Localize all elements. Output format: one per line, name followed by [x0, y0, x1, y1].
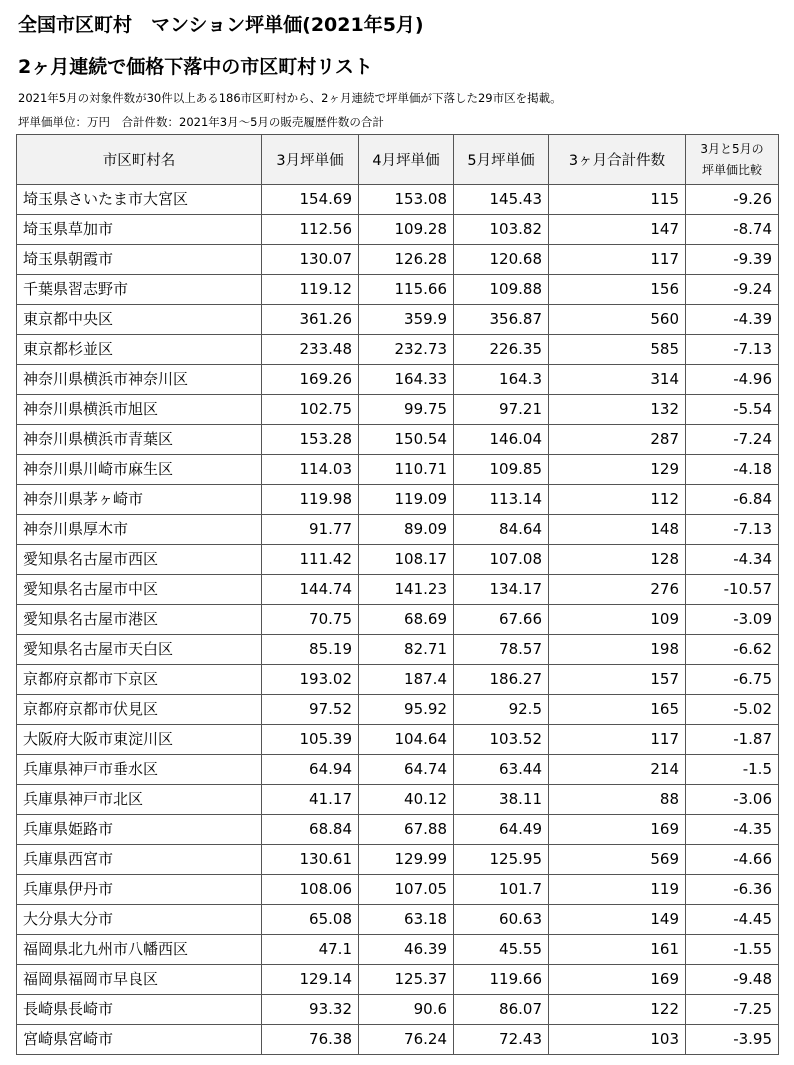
cell-march-price: 47.1: [262, 935, 359, 965]
cell-march-price: 154.69: [262, 185, 359, 215]
table-row: [17, 935, 779, 965]
cell-may-price: 164.3: [454, 365, 549, 395]
cell-name: 神奈川県川崎市麻生区: [17, 455, 262, 485]
cell-may-price: 72.43: [454, 1025, 549, 1055]
cell-april-price: 76.24: [359, 1025, 454, 1055]
cell-march-price: 119.12: [262, 275, 359, 305]
cell-price-diff: -6.84: [686, 485, 779, 515]
cell-total-count: 169: [549, 815, 686, 845]
cell-name: 神奈川県厚木市: [17, 515, 262, 545]
cell-name: 愛知県名古屋市中区: [17, 575, 262, 605]
table-row: [17, 395, 779, 425]
column-header-count: 3ヶ月合計件数: [549, 135, 686, 185]
column-header-diff-line2: 坪単価比較: [701, 162, 762, 177]
cell-total-count: 132: [549, 395, 686, 425]
column-header-diff-line1: 3月と5月の: [700, 141, 764, 156]
page-title: 全国市区町村 マンション坪単価(2021年5月): [18, 14, 424, 36]
cell-april-price: 110.71: [359, 455, 454, 485]
cell-march-price: 361.26: [262, 305, 359, 335]
cell-total-count: 276: [549, 575, 686, 605]
cell-april-price: 82.71: [359, 635, 454, 665]
cell-total-count: 585: [549, 335, 686, 365]
cell-march-price: 114.03: [262, 455, 359, 485]
cell-price-diff: -9.39: [686, 245, 779, 275]
cell-price-diff: -7.24: [686, 425, 779, 455]
cell-april-price: 63.18: [359, 905, 454, 935]
table-row: [17, 305, 779, 335]
cell-name: 神奈川県横浜市青葉区: [17, 425, 262, 455]
cell-price-diff: -3.95: [686, 1025, 779, 1055]
cell-name: 長崎県長崎市: [17, 995, 262, 1025]
cell-april-price: 115.66: [359, 275, 454, 305]
cell-name: 京都府京都市下京区: [17, 665, 262, 695]
column-header-may: 5月坪単価: [454, 135, 549, 185]
cell-total-count: 88: [549, 785, 686, 815]
table-row: [17, 785, 779, 815]
cell-may-price: 101.7: [454, 875, 549, 905]
cell-total-count: 147: [549, 215, 686, 245]
cell-price-diff: -1.5: [686, 755, 779, 785]
cell-may-price: 78.57: [454, 635, 549, 665]
cell-name: 宮崎県宮崎市: [17, 1025, 262, 1055]
cell-price-diff: -7.25: [686, 995, 779, 1025]
table-row: [17, 1025, 779, 1055]
cell-march-price: 129.14: [262, 965, 359, 995]
cell-name: 埼玉県さいたま市大宮区: [17, 185, 262, 215]
cell-price-diff: -4.34: [686, 545, 779, 575]
cell-price-diff: -7.13: [686, 515, 779, 545]
cell-total-count: 156: [549, 275, 686, 305]
cell-total-count: 148: [549, 515, 686, 545]
cell-price-diff: -5.02: [686, 695, 779, 725]
table-row: [17, 755, 779, 785]
cell-name: 神奈川県横浜市神奈川区: [17, 365, 262, 395]
table-row: [17, 515, 779, 545]
cell-may-price: 67.66: [454, 605, 549, 635]
table-row: [17, 875, 779, 905]
cell-may-price: 45.55: [454, 935, 549, 965]
units-note: 坪単価単位：万円 合計件数：2021年3月～5月の販売履歴件数の合計: [18, 115, 384, 129]
cell-april-price: 46.39: [359, 935, 454, 965]
table-row: [17, 335, 779, 365]
cell-march-price: 97.52: [262, 695, 359, 725]
cell-total-count: 103: [549, 1025, 686, 1055]
table-row: [17, 995, 779, 1025]
cell-march-price: 102.75: [262, 395, 359, 425]
cell-april-price: 89.09: [359, 515, 454, 545]
cell-april-price: 40.12: [359, 785, 454, 815]
cell-may-price: 119.66: [454, 965, 549, 995]
price-table: [16, 134, 779, 1055]
cell-may-price: 84.64: [454, 515, 549, 545]
cell-price-diff: -1.87: [686, 725, 779, 755]
cell-name: 兵庫県伊丹市: [17, 875, 262, 905]
cell-name: 福岡県北九州市八幡西区: [17, 935, 262, 965]
cell-name: 京都府京都市伏見区: [17, 695, 262, 725]
table-row: [17, 605, 779, 635]
cell-march-price: 233.48: [262, 335, 359, 365]
cell-total-count: 287: [549, 425, 686, 455]
cell-name: 埼玉県朝霞市: [17, 245, 262, 275]
cell-april-price: 104.64: [359, 725, 454, 755]
cell-march-price: 112.56: [262, 215, 359, 245]
cell-april-price: 129.99: [359, 845, 454, 875]
cell-price-diff: -5.54: [686, 395, 779, 425]
table-row: [17, 365, 779, 395]
table-row: [17, 215, 779, 245]
cell-march-price: 93.32: [262, 995, 359, 1025]
cell-march-price: 169.26: [262, 365, 359, 395]
cell-april-price: 187.4: [359, 665, 454, 695]
column-header-march: 3月坪単価: [262, 135, 359, 185]
column-header-april: 4月坪単価: [359, 135, 454, 185]
cell-price-diff: -8.74: [686, 215, 779, 245]
cell-march-price: 91.77: [262, 515, 359, 545]
table-row: [17, 185, 779, 215]
table-row: [17, 965, 779, 995]
cell-price-diff: -9.48: [686, 965, 779, 995]
cell-may-price: 103.52: [454, 725, 549, 755]
cell-total-count: 117: [549, 245, 686, 275]
cell-price-diff: -1.55: [686, 935, 779, 965]
cell-name: 愛知県名古屋市西区: [17, 545, 262, 575]
cell-march-price: 105.39: [262, 725, 359, 755]
cell-price-diff: -6.75: [686, 665, 779, 695]
cell-may-price: 64.49: [454, 815, 549, 845]
cell-price-diff: -7.13: [686, 335, 779, 365]
cell-april-price: 95.92: [359, 695, 454, 725]
cell-total-count: 115: [549, 185, 686, 215]
cell-march-price: 108.06: [262, 875, 359, 905]
cell-april-price: 150.54: [359, 425, 454, 455]
cell-may-price: 86.07: [454, 995, 549, 1025]
cell-april-price: 64.74: [359, 755, 454, 785]
cell-name: 埼玉県草加市: [17, 215, 262, 245]
cell-march-price: 111.42: [262, 545, 359, 575]
cell-price-diff: -3.06: [686, 785, 779, 815]
table-row: [17, 905, 779, 935]
cell-name: 大阪府大阪市東淀川区: [17, 725, 262, 755]
table-row: [17, 725, 779, 755]
cell-total-count: 569: [549, 845, 686, 875]
table-row: [17, 245, 779, 275]
cell-total-count: 214: [549, 755, 686, 785]
cell-price-diff: -9.24: [686, 275, 779, 305]
description-text: 2021年5月の対象件数が30件以上ある186市区町村から、2ヶ月連続で坪単価が下落した29市区を掲載。: [18, 91, 562, 105]
cell-april-price: 67.88: [359, 815, 454, 845]
cell-price-diff: -4.66: [686, 845, 779, 875]
column-header-diff: [686, 135, 779, 185]
cell-price-diff: -9.26: [686, 185, 779, 215]
table-body: [17, 185, 779, 1055]
cell-may-price: 109.88: [454, 275, 549, 305]
cell-name: 愛知県名古屋市天白区: [17, 635, 262, 665]
cell-may-price: 97.21: [454, 395, 549, 425]
table-row: [17, 815, 779, 845]
cell-total-count: 165: [549, 695, 686, 725]
cell-march-price: 153.28: [262, 425, 359, 455]
cell-march-price: 41.17: [262, 785, 359, 815]
cell-april-price: 119.09: [359, 485, 454, 515]
cell-may-price: 60.63: [454, 905, 549, 935]
cell-name: 大分県大分市: [17, 905, 262, 935]
cell-may-price: 226.35: [454, 335, 549, 365]
cell-total-count: 128: [549, 545, 686, 575]
cell-name: 福岡県福岡市早良区: [17, 965, 262, 995]
cell-may-price: 356.87: [454, 305, 549, 335]
cell-name: 兵庫県神戸市北区: [17, 785, 262, 815]
cell-april-price: 109.28: [359, 215, 454, 245]
cell-may-price: 186.27: [454, 665, 549, 695]
table-row: [17, 845, 779, 875]
cell-total-count: 149: [549, 905, 686, 935]
cell-total-count: 314: [549, 365, 686, 395]
cell-may-price: 109.85: [454, 455, 549, 485]
table-row: [17, 575, 779, 605]
cell-march-price: 144.74: [262, 575, 359, 605]
column-header-name: 市区町村名: [17, 135, 262, 185]
cell-total-count: 157: [549, 665, 686, 695]
cell-price-diff: -4.39: [686, 305, 779, 335]
cell-total-count: 122: [549, 995, 686, 1025]
cell-april-price: 90.6: [359, 995, 454, 1025]
cell-price-diff: -6.62: [686, 635, 779, 665]
cell-april-price: 99.75: [359, 395, 454, 425]
cell-total-count: 129: [549, 455, 686, 485]
cell-march-price: 65.08: [262, 905, 359, 935]
cell-april-price: 164.33: [359, 365, 454, 395]
cell-march-price: 68.84: [262, 815, 359, 845]
cell-name: 千葉県習志野市: [17, 275, 262, 305]
cell-may-price: 125.95: [454, 845, 549, 875]
cell-april-price: 126.28: [359, 245, 454, 275]
cell-total-count: 112: [549, 485, 686, 515]
cell-name: 神奈川県茅ヶ崎市: [17, 485, 262, 515]
table-header-row: [17, 135, 779, 185]
cell-price-diff: -4.35: [686, 815, 779, 845]
cell-april-price: 108.17: [359, 545, 454, 575]
cell-april-price: 153.08: [359, 185, 454, 215]
cell-march-price: 193.02: [262, 665, 359, 695]
cell-april-price: 125.37: [359, 965, 454, 995]
cell-name: 愛知県名古屋市港区: [17, 605, 262, 635]
cell-march-price: 76.38: [262, 1025, 359, 1055]
cell-price-diff: -3.09: [686, 605, 779, 635]
table-row: [17, 275, 779, 305]
cell-total-count: 560: [549, 305, 686, 335]
cell-may-price: 113.14: [454, 485, 549, 515]
cell-may-price: 120.68: [454, 245, 549, 275]
cell-name: 兵庫県神戸市垂水区: [17, 755, 262, 785]
table-row: [17, 545, 779, 575]
page-subtitle: 2ヶ月連続で価格下落中の市区町村リスト: [18, 56, 373, 78]
cell-name: 東京都杉並区: [17, 335, 262, 365]
cell-total-count: 117: [549, 725, 686, 755]
cell-april-price: 141.23: [359, 575, 454, 605]
cell-may-price: 134.17: [454, 575, 549, 605]
cell-price-diff: -10.57: [686, 575, 779, 605]
cell-april-price: 232.73: [359, 335, 454, 365]
cell-may-price: 145.43: [454, 185, 549, 215]
table-row: [17, 485, 779, 515]
cell-may-price: 103.82: [454, 215, 549, 245]
cell-total-count: 119: [549, 875, 686, 905]
cell-april-price: 359.9: [359, 305, 454, 335]
cell-april-price: 68.69: [359, 605, 454, 635]
table-row: [17, 425, 779, 455]
cell-april-price: 107.05: [359, 875, 454, 905]
table-row: [17, 635, 779, 665]
cell-price-diff: -4.96: [686, 365, 779, 395]
cell-march-price: 130.61: [262, 845, 359, 875]
cell-price-diff: -6.36: [686, 875, 779, 905]
cell-march-price: 64.94: [262, 755, 359, 785]
table-row: [17, 665, 779, 695]
cell-name: 兵庫県姫路市: [17, 815, 262, 845]
cell-price-diff: -4.45: [686, 905, 779, 935]
cell-total-count: 161: [549, 935, 686, 965]
cell-march-price: 85.19: [262, 635, 359, 665]
cell-name: 東京都中央区: [17, 305, 262, 335]
cell-march-price: 130.07: [262, 245, 359, 275]
table-row: [17, 695, 779, 725]
cell-total-count: 198: [549, 635, 686, 665]
cell-may-price: 63.44: [454, 755, 549, 785]
cell-name: 兵庫県西宮市: [17, 845, 262, 875]
cell-march-price: 70.75: [262, 605, 359, 635]
cell-may-price: 92.5: [454, 695, 549, 725]
cell-may-price: 107.08: [454, 545, 549, 575]
cell-total-count: 169: [549, 965, 686, 995]
table-row: [17, 455, 779, 485]
cell-price-diff: -4.18: [686, 455, 779, 485]
cell-name: 神奈川県横浜市旭区: [17, 395, 262, 425]
cell-total-count: 109: [549, 605, 686, 635]
cell-may-price: 38.11: [454, 785, 549, 815]
cell-march-price: 119.98: [262, 485, 359, 515]
cell-may-price: 146.04: [454, 425, 549, 455]
